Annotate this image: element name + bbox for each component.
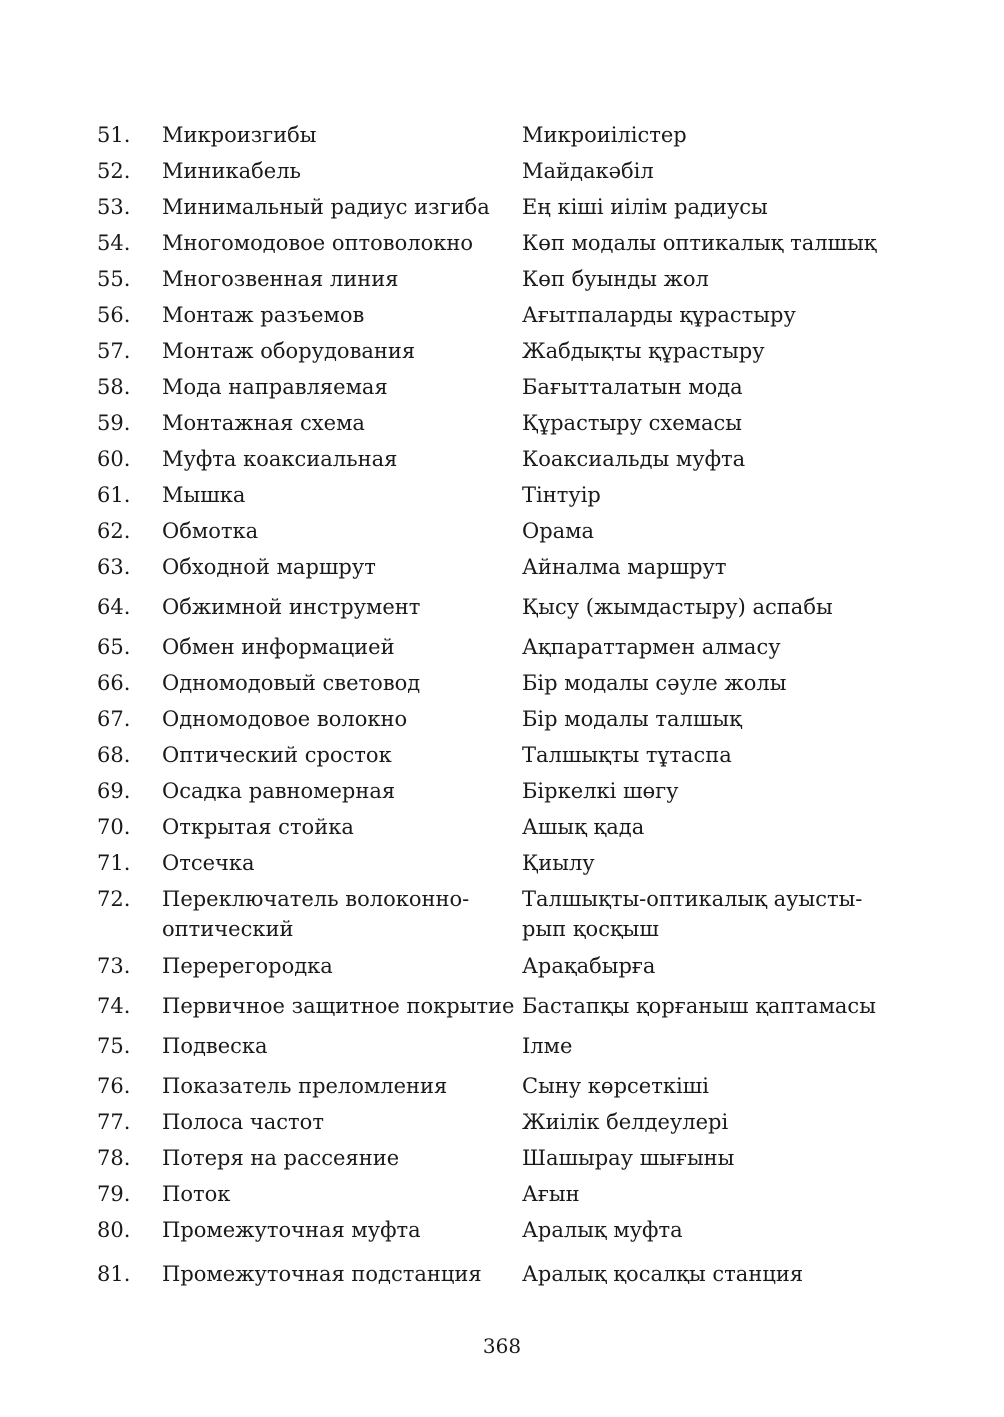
entry-number: 81. [97, 1262, 131, 1286]
kazakh-term: Ағытпаларды құрастыру [522, 303, 796, 327]
entry-number: 55. [97, 267, 131, 291]
russian-term: Подвеска [162, 1034, 268, 1058]
glossary-entry-76 [97, 1071, 917, 1107]
glossary-entry-81 [97, 1259, 917, 1295]
glossary-list [97, 120, 917, 1295]
kazakh-term: Бастапқы қорғаныш қаптамасы [522, 994, 876, 1018]
glossary-entry-55 [97, 264, 917, 300]
glossary-entry-77 [97, 1107, 917, 1143]
glossary-entry-61 [97, 480, 917, 516]
entry-number: 51. [97, 123, 131, 147]
glossary-entry-60 [97, 444, 917, 480]
russian-term: Промежуточная муфта [162, 1218, 421, 1242]
kazakh-term: Майдакәбіл [522, 159, 654, 183]
kazakh-term: Коаксиальды муфта [522, 447, 746, 471]
kazakh-term: Орама [522, 519, 595, 543]
russian-term: Муфта коаксиальная [162, 447, 398, 471]
kazakh-term: Қиылу [522, 851, 595, 875]
entry-number: 78. [97, 1146, 131, 1170]
entry-number: 69. [97, 779, 131, 803]
kazakh-term: Айналма маршрут [522, 555, 727, 579]
kazakh-term: Арақабырға [522, 954, 656, 978]
glossary-entry-64 [97, 592, 917, 632]
glossary-entry-70 [97, 812, 917, 848]
glossary-entry-79 [97, 1179, 917, 1215]
russian-term: Промежуточная подстанция [162, 1262, 482, 1286]
page-number: 368 [482, 1334, 522, 1358]
glossary-entry-75 [97, 1031, 917, 1071]
entry-number: 74. [97, 994, 131, 1018]
russian-term: Монтаж разъемов [162, 303, 365, 327]
glossary-entry-62 [97, 516, 917, 552]
glossary-entry-72 [97, 884, 917, 951]
entry-number: 71. [97, 851, 131, 875]
russian-term: Показатель преломления [162, 1074, 448, 1098]
russian-term: Одномодовое волокно [162, 707, 408, 731]
entry-number: 54. [97, 231, 131, 255]
entry-number: 53. [97, 195, 131, 219]
glossary-entry-54 [97, 228, 917, 264]
entry-number: 76. [97, 1074, 131, 1098]
glossary-entry-51 [97, 120, 917, 156]
russian-term: Первичное защитное покрытие [162, 994, 515, 1018]
entry-number: 77. [97, 1110, 131, 1134]
kazakh-term: Бір модалы талшық [522, 707, 742, 731]
kazakh-term: Микроиілістер [522, 123, 687, 147]
entry-number: 63. [97, 555, 131, 579]
kazakh-term: Талшықты-оптикалық ауысты- рып қосқыш [522, 887, 863, 941]
kazakh-term: Ілме [522, 1034, 573, 1058]
entry-number: 57. [97, 339, 131, 363]
glossary-entry-74 [97, 991, 917, 1031]
glossary-entry-59 [97, 408, 917, 444]
glossary-entry-57 [97, 336, 917, 372]
russian-term: Осадка равномерная [162, 779, 396, 803]
glossary-entry-53 [97, 192, 917, 228]
russian-term: Многомодовое оптоволокно [162, 231, 474, 255]
russian-term: Одномодовый световод [162, 671, 421, 695]
kazakh-term: Аралық муфта [522, 1218, 683, 1242]
russian-term: Перерегородка [162, 954, 333, 978]
entry-number: 61. [97, 483, 131, 507]
russian-term: Потеря на рассеяние [162, 1146, 400, 1170]
kazakh-term: Шашырау шығыны [522, 1146, 735, 1170]
russian-term: Переключатель волоконно- оптический [162, 887, 470, 941]
glossary-entry-65 [97, 632, 917, 668]
entry-number: 68. [97, 743, 131, 767]
russian-term: Монтаж оборудования [162, 339, 416, 363]
glossary-entry-80 [97, 1215, 917, 1259]
kazakh-term: Бағытталатын мода [522, 375, 743, 399]
russian-term: Обжимной инструмент [162, 595, 421, 619]
russian-term: Открытая стойка [162, 815, 354, 839]
kazakh-term: Біркелкі шөгу [522, 779, 679, 803]
kazakh-term: Ағын [522, 1182, 580, 1206]
glossary-entry-69 [97, 776, 917, 812]
kazakh-term: Жиілік белдеулері [522, 1110, 729, 1134]
kazakh-term: Жабдықты құрастыру [522, 339, 765, 363]
entry-number: 56. [97, 303, 131, 327]
glossary-entry-68 [97, 740, 917, 776]
russian-term: Оптический сросток [162, 743, 392, 767]
entry-number: 72. [97, 887, 131, 911]
glossary-entry-58 [97, 372, 917, 408]
russian-term: Минимальный радиус изгиба [162, 195, 490, 219]
entry-number: 73. [97, 954, 131, 978]
russian-term: Обмотка [162, 519, 259, 543]
russian-term: Мышка [162, 483, 246, 507]
glossary-entry-56 [97, 300, 917, 336]
russian-term: Отсечка [162, 851, 255, 875]
glossary-entry-67 [97, 704, 917, 740]
kazakh-term: Қысу (жымдастыру) аспабы [522, 595, 833, 619]
entry-number: 66. [97, 671, 131, 695]
glossary-entry-71 [97, 848, 917, 884]
entry-number: 65. [97, 635, 131, 659]
kazakh-term: Сыну көрсеткіші [522, 1074, 709, 1098]
glossary-entry-66 [97, 668, 917, 704]
entry-number: 59. [97, 411, 131, 435]
kazakh-term: Ақпараттармен алмасу [522, 635, 781, 659]
russian-term: Многозвенная линия [162, 267, 399, 291]
kazakh-term: Тінтуір [522, 483, 601, 507]
entry-number: 64. [97, 595, 131, 619]
russian-term: Монтажная схема [162, 411, 365, 435]
glossary-entry-52 [97, 156, 917, 192]
entry-number: 52. [97, 159, 131, 183]
entry-number: 79. [97, 1182, 131, 1206]
kazakh-term: Талшықты тұтаспа [522, 743, 732, 767]
russian-term: Мода направляемая [162, 375, 388, 399]
russian-term: Миникабель [162, 159, 301, 183]
russian-term: Обмен информацией [162, 635, 395, 659]
kazakh-term: Бір модалы сәуле жолы [522, 671, 787, 695]
entry-number: 70. [97, 815, 131, 839]
kazakh-term: Құрастыру схемасы [522, 411, 743, 435]
glossary-entry-73 [97, 951, 917, 991]
kazakh-term: Аралық қосалқы станция [522, 1262, 804, 1286]
entry-number: 75. [97, 1034, 131, 1058]
entry-number: 62. [97, 519, 131, 543]
russian-term: Полоса частот [162, 1110, 324, 1134]
entry-number: 60. [97, 447, 131, 471]
kazakh-term: Ең кіші иілім радиусы [522, 195, 768, 219]
entry-number: 80. [97, 1218, 131, 1242]
glossary-entry-63 [97, 552, 917, 592]
kazakh-term: Ашық қада [522, 815, 645, 839]
russian-term: Обходной маршрут [162, 555, 376, 579]
entry-number: 67. [97, 707, 131, 731]
russian-term: Поток [162, 1182, 231, 1206]
kazakh-term: Көп модалы оптикалық талшық [522, 231, 877, 255]
glossary-entry-78 [97, 1143, 917, 1179]
entry-number: 58. [97, 375, 131, 399]
russian-term: Микроизгибы [162, 123, 317, 147]
kazakh-term: Көп буынды жол [522, 267, 709, 291]
